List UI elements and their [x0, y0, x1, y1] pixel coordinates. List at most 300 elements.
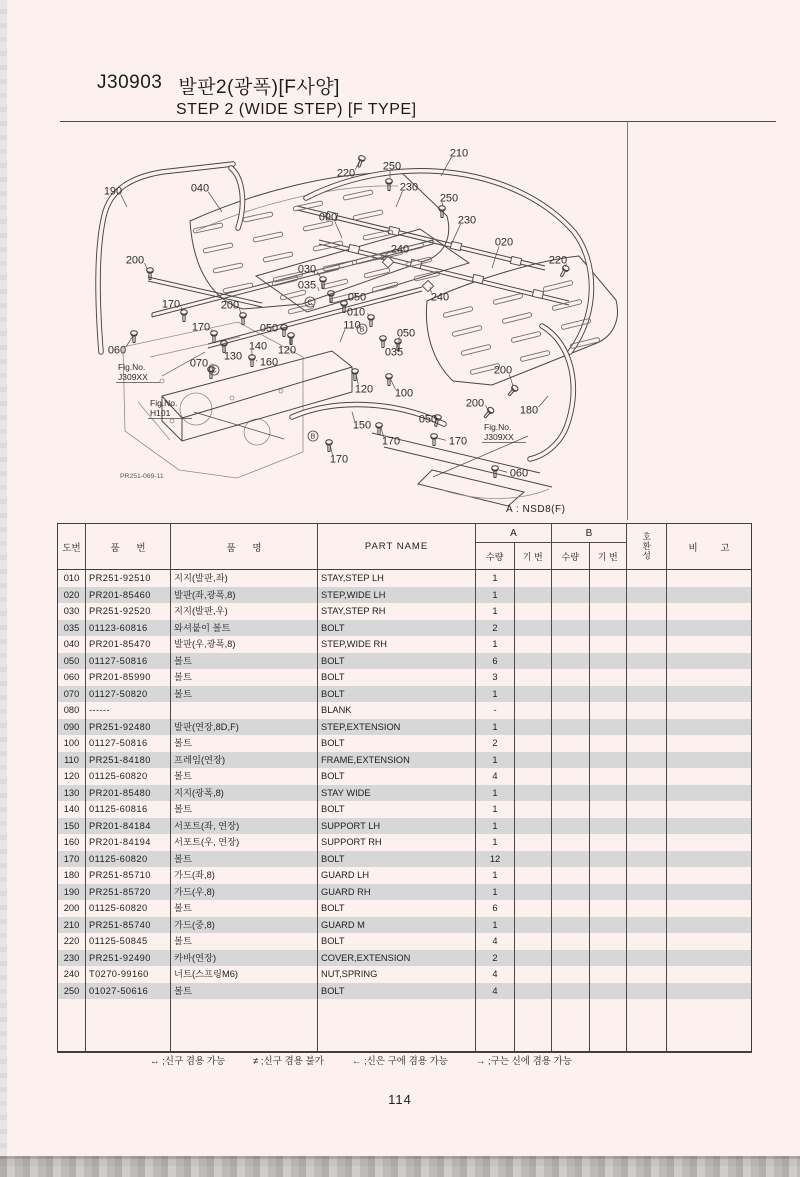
cell-serial-a	[515, 801, 552, 818]
cell-part-name: BOLT	[318, 669, 476, 686]
header-group-b	[552, 524, 627, 569]
cell-fig-no: 035	[58, 620, 86, 637]
cell-name-kr: 프레임(연장)	[171, 752, 318, 769]
cell-qty-a: 2	[476, 620, 515, 637]
cell-serial-b	[590, 884, 627, 901]
part-number-label: 010	[346, 306, 366, 319]
cell-part-no: PR251-84180	[86, 752, 171, 769]
cell-qty-b	[552, 702, 590, 719]
cell-name-kr: 발판(연장,8D,F)	[171, 719, 318, 736]
cell-qty-b	[552, 900, 590, 917]
page-number: 114	[388, 1092, 412, 1107]
cell-compat	[627, 768, 667, 785]
table-row	[58, 735, 751, 752]
cell-part-name: STAY WIDE	[318, 785, 476, 802]
bolt-icon	[320, 277, 327, 289]
cell-name-kr: 너트(스프링M6)	[171, 966, 318, 983]
cell-qty-a: 12	[476, 851, 515, 868]
table-row	[58, 653, 751, 670]
cell-serial-b	[590, 818, 627, 835]
cell-qty-a: 1	[476, 834, 515, 851]
cell-serial-b	[590, 669, 627, 686]
cell-qty-a: 1	[476, 570, 515, 587]
header-qty-a: 수량	[476, 543, 515, 569]
cell-qty-b	[552, 603, 590, 620]
cell-remarks	[667, 900, 751, 917]
part-number-label: 090	[318, 211, 338, 224]
cell-part-name: BOLT	[318, 620, 476, 637]
cell-qty-a: 4	[476, 983, 515, 1000]
tread-slot	[511, 331, 541, 343]
frame-and-steps	[148, 173, 617, 506]
table-row	[58, 801, 751, 818]
tread-slot	[443, 306, 473, 318]
cell-serial-a	[515, 636, 552, 653]
cell-part-no: 01125-60820	[86, 851, 171, 868]
cell-serial-a	[515, 686, 552, 703]
cell-serial-a	[515, 818, 552, 835]
cell-compat	[627, 917, 667, 934]
cell-qty-b	[552, 620, 590, 637]
cell-qty-b	[552, 570, 590, 587]
cell-qty-b	[552, 933, 590, 950]
cell-part-name: BOLT	[318, 851, 476, 868]
cell-serial-a	[515, 653, 552, 670]
tread-slot	[353, 210, 383, 221]
cell-serial-a	[515, 603, 552, 620]
cell-qty-b	[552, 801, 590, 818]
part-number-label: 170	[329, 453, 349, 466]
cell-serial-b	[590, 735, 627, 752]
header-part-no: 품 번	[86, 524, 171, 569]
tread-slot	[253, 232, 283, 243]
cell-qty-b	[552, 884, 590, 901]
cell-serial-a	[515, 851, 552, 868]
cell-serial-b	[590, 719, 627, 736]
cell-compat	[627, 867, 667, 884]
cell-name-kr	[171, 702, 318, 719]
footnote-item: ← ;신은 구에 겸용 가능	[351, 1056, 448, 1067]
cell-qty-a: 1	[476, 719, 515, 736]
cell-part-no: PR201-85470	[86, 636, 171, 653]
cell-qty-a: 1	[476, 818, 515, 835]
tread-slot	[263, 252, 293, 263]
header-remarks: 비 고	[688, 542, 740, 554]
tread-slot	[213, 263, 243, 274]
cell-name-kr: 서포트(좌, 연장)	[171, 818, 318, 835]
cell-part-no: PR201-85990	[86, 669, 171, 686]
part-number-label: 130	[223, 350, 243, 363]
cell-part-name: STEP,WIDE RH	[318, 636, 476, 653]
cell-qty-a: 2	[476, 735, 515, 752]
part-number-label: 050	[418, 413, 438, 426]
cell-serial-a	[515, 752, 552, 769]
section-title-kr: 발판2(광폭)[F사양]	[178, 77, 340, 98]
part-number-label: 140	[248, 340, 268, 353]
cell-part-name: BOLT	[318, 686, 476, 703]
cell-part-name: STEP,WIDE LH	[318, 587, 476, 604]
fig-ref-label: Fig.No.	[150, 398, 178, 408]
cell-qty-b	[552, 719, 590, 736]
cell-compat	[627, 587, 667, 604]
cell-fig-no: 040	[58, 636, 86, 653]
cell-remarks	[667, 702, 751, 719]
cell-part-name: COVER,EXTENSION	[318, 950, 476, 967]
scan-edge-bottom	[0, 1156, 800, 1177]
cell-compat	[627, 702, 667, 719]
cell-qty-b	[552, 834, 590, 851]
cell-name-kr: 발판(우,광폭,8)	[171, 636, 318, 653]
cell-fig-no: 210	[58, 917, 86, 934]
label-leader-line	[499, 470, 507, 472]
cell-part-name: BLANK	[318, 702, 476, 719]
cell-name-kr: 지지(광폭,8)	[171, 785, 318, 802]
part-number-label: 060	[107, 344, 127, 357]
table-row	[58, 966, 751, 983]
part-number-label: 180	[519, 404, 539, 417]
cell-qty-a: -	[476, 702, 515, 719]
cell-qty-b	[552, 851, 590, 868]
cell-remarks	[667, 768, 751, 785]
cell-fig-no: 070	[58, 686, 86, 703]
cell-serial-b	[590, 983, 627, 1000]
cell-serial-b	[590, 801, 627, 818]
cell-remarks	[667, 752, 751, 769]
model-applicability-note: A : NSD8(F)	[506, 504, 566, 515]
cell-qty-a: 1	[476, 884, 515, 901]
header-fig-no: 도번	[58, 524, 86, 569]
part-number-label: 200	[493, 364, 513, 377]
cell-compat	[627, 686, 667, 703]
cell-part-no: PR251-85710	[86, 867, 171, 884]
header-serial-b: 기 번	[597, 551, 618, 562]
table-row	[58, 818, 751, 835]
cell-part-name: BOLT	[318, 653, 476, 670]
bolt-icon	[386, 374, 393, 386]
label-leader-line	[208, 192, 222, 212]
table-row	[58, 636, 751, 653]
table-row	[58, 603, 751, 620]
section-title-en: STEP 2 (WIDE STEP) [F TYPE]	[176, 101, 417, 118]
header-group-a-label: A	[476, 524, 551, 543]
tread-slot	[520, 350, 550, 362]
cell-fig-no: 060	[58, 669, 86, 686]
cell-qty-a: 1	[476, 636, 515, 653]
parts-table	[57, 523, 752, 1053]
cell-serial-b	[590, 933, 627, 950]
cell-serial-b	[590, 950, 627, 967]
table-filler	[58, 999, 751, 1051]
cell-fig-no: 180	[58, 867, 86, 884]
cell-compat	[627, 669, 667, 686]
cell-qty-a: 1	[476, 587, 515, 604]
table-row	[58, 867, 751, 884]
bolt-icon	[368, 315, 375, 327]
cell-serial-a	[515, 867, 552, 884]
table-row	[58, 983, 751, 1000]
cell-fig-no: 050	[58, 653, 86, 670]
cell-part-name: BOLT	[318, 735, 476, 752]
header-name-kr: 품 명	[171, 524, 318, 569]
cell-part-no: PR201-85460	[86, 587, 171, 604]
cell-part-name: GUARD RH	[318, 884, 476, 901]
cell-compat	[627, 636, 667, 653]
footnote-item: ≠ ;신구 겸용 불가	[253, 1056, 324, 1067]
cell-qty-b	[552, 950, 590, 967]
cell-compat	[627, 983, 667, 1000]
cell-qty-a: 1	[476, 801, 515, 818]
cell-compat	[627, 570, 667, 587]
part-number-label: 070	[189, 357, 209, 370]
cell-qty-a: 1	[476, 603, 515, 620]
cell-remarks	[667, 917, 751, 934]
page-title	[97, 72, 340, 99]
tread-slot	[243, 212, 273, 223]
cell-part-no: 01125-60820	[86, 900, 171, 917]
cell-qty-a: 6	[476, 900, 515, 917]
cell-fig-no: 110	[58, 752, 86, 769]
cell-part-no: 01027-50616	[86, 983, 171, 1000]
fig-ref-label: Fig.No.	[118, 362, 146, 372]
parts-table-rows	[58, 570, 751, 999]
cell-serial-a	[515, 785, 552, 802]
cell-part-no: PR251-92520	[86, 603, 171, 620]
cell-qty-b	[552, 768, 590, 785]
cell-part-no: PR251-85740	[86, 917, 171, 934]
cell-remarks	[667, 801, 751, 818]
table-row	[58, 884, 751, 901]
cell-name-kr: 가드(우,8)	[171, 884, 318, 901]
cell-part-name: BOLT	[318, 983, 476, 1000]
footnote-item: → ;구는 신에 겸용 가능	[475, 1056, 572, 1067]
cell-name-kr: 서포트(우, 연장)	[171, 834, 318, 851]
cell-qty-b	[552, 653, 590, 670]
cell-part-name: FRAME,EXTENSION	[318, 752, 476, 769]
cell-fig-no: 220	[58, 933, 86, 950]
cell-remarks	[667, 587, 751, 604]
tread-slot	[193, 223, 223, 234]
cell-remarks	[667, 636, 751, 653]
cell-compat	[627, 834, 667, 851]
cell-part-no: PR251-92490	[86, 950, 171, 967]
cell-serial-b	[590, 702, 627, 719]
cell-part-no: PR201-84184	[86, 818, 171, 835]
cell-qty-b	[552, 867, 590, 884]
fig-ref-value: H101	[150, 408, 171, 418]
cell-name-kr: 지지(발판,좌)	[171, 570, 318, 587]
cell-name-kr: 볼트	[171, 768, 318, 785]
cell-qty-b	[552, 785, 590, 802]
table-row	[58, 719, 751, 736]
cell-part-no: 01127-50816	[86, 653, 171, 670]
cell-serial-a	[515, 735, 552, 752]
cell-compat	[627, 884, 667, 901]
cell-compat	[627, 851, 667, 868]
cell-fig-no: 120	[58, 768, 86, 785]
cell-compat	[627, 603, 667, 620]
cell-qty-a: 1	[476, 867, 515, 884]
cell-serial-b	[590, 686, 627, 703]
header-qty-b: 수량	[552, 543, 590, 569]
cell-fig-no: 160	[58, 834, 86, 851]
cell-serial-a	[515, 669, 552, 686]
cell-remarks	[667, 669, 751, 686]
cell-serial-b	[590, 917, 627, 934]
cell-name-kr: 볼트	[171, 669, 318, 686]
header-group-a	[476, 524, 552, 569]
table-row	[58, 702, 751, 719]
part-number-label: 240	[390, 243, 410, 256]
cell-remarks	[667, 933, 751, 950]
cell-serial-b	[590, 768, 627, 785]
cell-serial-a	[515, 884, 552, 901]
cell-serial-b	[590, 587, 627, 604]
part-number-label: 200	[465, 397, 485, 410]
cell-part-name: BOLT	[318, 933, 476, 950]
table-row	[58, 620, 751, 637]
part-number-label: 220	[548, 254, 568, 267]
part-number-label: 035	[384, 346, 404, 359]
part-number-label: 050	[259, 322, 279, 335]
cell-name-kr: 볼트	[171, 653, 318, 670]
cell-part-name: BOLT	[318, 801, 476, 818]
part-number-label: 210	[449, 147, 469, 160]
cell-fig-no: 080	[58, 702, 86, 719]
cell-part-name: NUT,SPRING	[318, 966, 476, 983]
cell-serial-b	[590, 570, 627, 587]
bolt-icon	[240, 313, 247, 325]
footnote-bar	[150, 1053, 572, 1067]
scan-edge-left	[0, 0, 7, 1177]
part-number-label: 230	[457, 214, 477, 227]
part-number-label: 100	[394, 387, 414, 400]
cell-name-kr: 볼트	[171, 900, 318, 917]
cell-serial-b	[590, 851, 627, 868]
cell-compat	[627, 752, 667, 769]
part-number-label: 230	[399, 181, 419, 194]
cell-remarks	[667, 966, 751, 983]
cell-qty-b	[552, 735, 590, 752]
cell-remarks	[667, 719, 751, 736]
cell-qty-a: 1	[476, 917, 515, 934]
cell-qty-a: 4	[476, 966, 515, 983]
part-number-label: 250	[382, 160, 402, 173]
cell-serial-b	[590, 834, 627, 851]
part-number-label: 250	[439, 192, 459, 205]
circled-letter-text: B	[359, 326, 365, 334]
part-number-label: 170	[381, 435, 401, 448]
fig-ref-leader	[194, 412, 284, 439]
cell-fig-no: 200	[58, 900, 86, 917]
label-leader-line	[486, 405, 488, 410]
section-code: J30903	[97, 72, 163, 93]
cell-part-name: GUARD M	[318, 917, 476, 934]
cell-compat	[627, 966, 667, 983]
tread-slot	[452, 325, 482, 337]
part-number-label: 040	[190, 182, 210, 195]
label-leader-line	[318, 287, 319, 291]
header-compat: 호환성	[627, 524, 667, 569]
cell-name-kr: 가드(좌,8)	[171, 867, 318, 884]
table-row	[58, 752, 751, 769]
cell-name-kr: 볼트	[171, 933, 318, 950]
cell-compat	[627, 950, 667, 967]
cell-name-kr: 가드(중,8)	[171, 917, 318, 934]
cell-qty-a: 6	[476, 653, 515, 670]
cell-qty-b	[552, 636, 590, 653]
part-number-label: 160	[259, 356, 279, 369]
bolt-icon	[482, 406, 495, 419]
label-leader-line	[452, 224, 460, 243]
part-number-label: 120	[277, 344, 297, 357]
cell-part-no: PR201-85480	[86, 785, 171, 802]
cell-remarks	[667, 686, 751, 703]
cell-part-name: GUARD LH	[318, 867, 476, 884]
part-number-label: 050	[347, 291, 367, 304]
cell-fig-no: 030	[58, 603, 86, 620]
cell-name-kr: 볼트	[171, 801, 318, 818]
part-number-label: 060	[509, 467, 529, 480]
cell-remarks	[667, 983, 751, 1000]
cell-qty-a: 1	[476, 686, 515, 703]
cell-serial-b	[590, 785, 627, 802]
cell-remarks	[667, 851, 751, 868]
cell-fig-no: 090	[58, 719, 86, 736]
cell-qty-b	[552, 669, 590, 686]
title-divider	[60, 121, 776, 122]
cell-part-no: PR251-85720	[86, 884, 171, 901]
tread-slot	[543, 280, 573, 292]
cell-name-kr: 볼트	[171, 983, 318, 1000]
cell-serial-a	[515, 933, 552, 950]
cell-serial-a	[515, 917, 552, 934]
cell-qty-b	[552, 983, 590, 1000]
cell-name-kr: 볼트	[171, 686, 318, 703]
part-number-label: 110	[343, 319, 361, 332]
exploded-view-diagram	[58, 124, 642, 522]
fig-ref-value: J309XX	[484, 432, 514, 442]
table-row	[58, 570, 751, 587]
tread-slot	[343, 190, 373, 201]
circled-letter-text: C	[307, 299, 313, 307]
cell-part-name: BOLT	[318, 768, 476, 785]
header-part-name: PART NAME	[318, 524, 476, 569]
cell-remarks	[667, 818, 751, 835]
part-number-label: 200	[125, 254, 145, 267]
cell-fig-no: 250	[58, 983, 86, 1000]
cell-qty-b	[552, 818, 590, 835]
bolt-icon	[386, 179, 393, 191]
part-number-label: 020	[494, 236, 514, 249]
table-row	[58, 834, 751, 851]
cell-name-kr: 볼트	[171, 851, 318, 868]
circled-letter-text: B	[310, 433, 316, 441]
table-row	[58, 933, 751, 950]
cell-part-no: 01125-60816	[86, 801, 171, 818]
cell-serial-a	[515, 983, 552, 1000]
cell-serial-a	[515, 768, 552, 785]
bolt-icon	[506, 384, 519, 397]
label-leader-line	[335, 221, 342, 238]
bolt-icon	[431, 434, 438, 446]
cell-part-no: PR201-84194	[86, 834, 171, 851]
header-group-b-label: B	[552, 524, 626, 543]
cell-qty-a: 4	[476, 933, 515, 950]
cell-fig-no: 190	[58, 884, 86, 901]
bolt-icon	[249, 355, 256, 367]
cell-serial-b	[590, 636, 627, 653]
cell-qty-b	[552, 752, 590, 769]
